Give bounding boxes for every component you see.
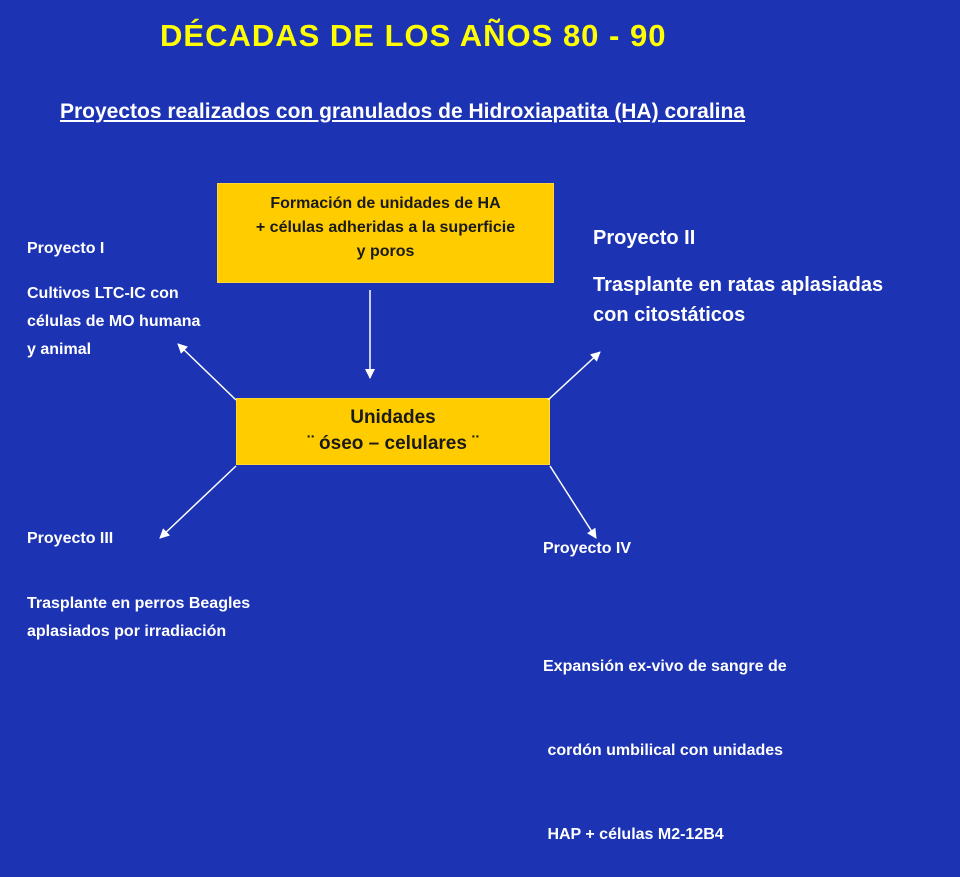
project-1-line: Cultivos LTC-IC con: [27, 285, 179, 302]
arrow-to-project-3: [160, 466, 236, 538]
project-1-line: y animal: [27, 341, 92, 358]
slide-title: DÉCADAS DE LOS AÑOS 80 - 90: [160, 18, 667, 53]
project-4-line: cordón umbilical con unidades: [543, 742, 784, 759]
project-1-title: Proyecto I: [27, 240, 105, 257]
project-4-line: Expansión ex-vivo de sangre de: [543, 658, 787, 675]
project-2-title: Proyecto II: [593, 227, 696, 249]
arrow-to-project-1: [178, 344, 236, 400]
project-3-title: Proyecto III: [27, 530, 114, 547]
project-3-line: aplasiados por irradiación: [27, 623, 227, 640]
project-4-title: Proyecto IV: [543, 540, 632, 557]
project-2-line: con citostáticos: [593, 304, 746, 326]
arrow-to-project-2: [548, 352, 600, 400]
units-line-2: ¨ óseo – celulares ¨: [307, 433, 479, 454]
arrow-to-project-4: [550, 466, 596, 538]
project-3-line: Trasplante en perros Beagles: [27, 595, 251, 612]
formation-line-3: y poros: [356, 243, 415, 260]
project-2-line: Trasplante en ratas aplasiadas: [593, 274, 884, 296]
project-4-line: HAP + células M2-12B4: [543, 826, 724, 843]
project-1-line: células de MO humana: [27, 313, 201, 330]
slide-subtitle: Proyectos realizados con granulados de Hidroxiapatita (HA) coralina: [60, 100, 746, 123]
formation-line-2: + células adheridas a la superficie: [255, 219, 516, 236]
formation-line-1: Formación de unidades de HA: [270, 195, 501, 212]
units-line-1: Unidades: [350, 407, 436, 428]
